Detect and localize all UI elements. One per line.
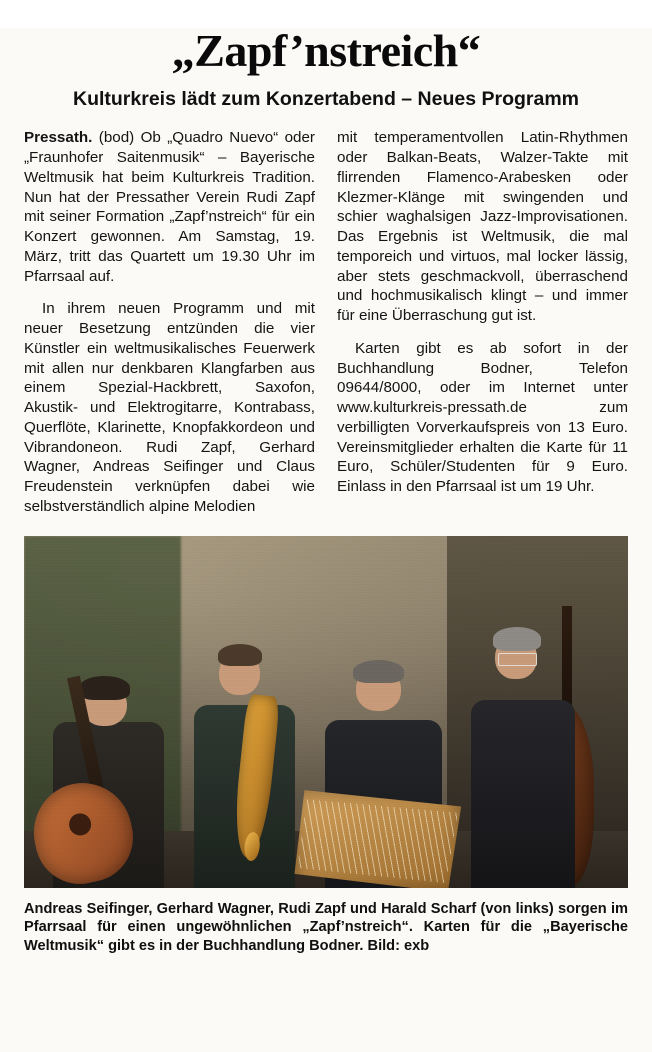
dateline: Pressath. — [24, 129, 93, 147]
newspaper-page — [0, 25, 652, 1052]
photo-grain-overlay — [24, 536, 628, 888]
paragraph: Karten gibt es ab sofort in der Buchhandlung Bodner, Telefon 09644/8000, oder im Internet unter www.kulturkreis-pressath.de zum verbilligten Vorverkaufspreis von 13 Euro. Vereinsmitglieder erhalten die Karte für 11 Euro, Schüler/Studenten für 9 Euro. Einlass in den Pfarrsaal ist um 19 Uhr. — [337, 339, 628, 496]
column-left — [24, 128, 315, 529]
photo-credit: Bild: exb — [367, 938, 430, 955]
article-body — [24, 128, 628, 529]
paragraph-lead — [24, 128, 315, 286]
article-photo — [24, 536, 628, 888]
subheadline: Kulturkreis lädt zum Konzertabend – Neues Programm — [72, 88, 580, 110]
caption-text: Andreas Seifinger, Gerhard Wagner, Rudi Zapf und Harald Scharf (von links) sorgen im Pfarrsaal für einen ungewöhnlichen „Zapf’nstreich“. Karten für die „Bayerische Weltmusik“ gibt es in der Buchhandlung Bodner. — [24, 900, 628, 955]
paragraph-text: (bod) Ob „Quadro Nuevo“ oder „Fraunhofer Saitenmusik“ – Bayerische Weltmusik hat beim Kulturkreis Tradition. Nun hat der Pressather Verein Rudi Zapf mit seiner Formation „Zapf’nstreich“ für ein Konzert gewonnen. Am Samstag, 19. März, tritt das Quartett um 19.30 Uhr im Pfarrsaal auf. — [24, 129, 315, 285]
column-right — [337, 128, 628, 529]
page-title: „Zapf’nstreich“ — [171, 25, 481, 76]
paragraph: mit temperamentvollen Latin-Rhythmen oder Balkan-Beats, Walzer-Takte mit flirrenden Flamenco-Arabesken oder Klezmer-Klänge mit swingenden und schier waghalsigen Jazz-Improvisationen. Das Ergebnis ist Weltmusik, die mal temporeich und virtuos, mal locker lässig, aber stets geschmackvoll, überraschend und hochmusikalisch klingt – und immer für eine Überraschung gut ist. — [337, 129, 628, 325]
photo-caption — [24, 900, 628, 956]
paragraph: In ihrem neuen Programm und mit neuer Besetzung entzünden die vier Künstler ein weltmusikalisches Feuerwerk mit allen nur denkbaren Klangfarben aus einem Spezial-Hackbrett, Saxofon, Akustik- und Elektrogitarre, Kontrabass, Querflöte, Klarinette, Knopfakkordeon und Vibrandoneon. Rudi Zapf, Gerhard Wagner, Andreas Seifinger und Claus Freudenstein verknüpfen dabei wie selbstverständlich alpine Melodien — [24, 300, 315, 515]
